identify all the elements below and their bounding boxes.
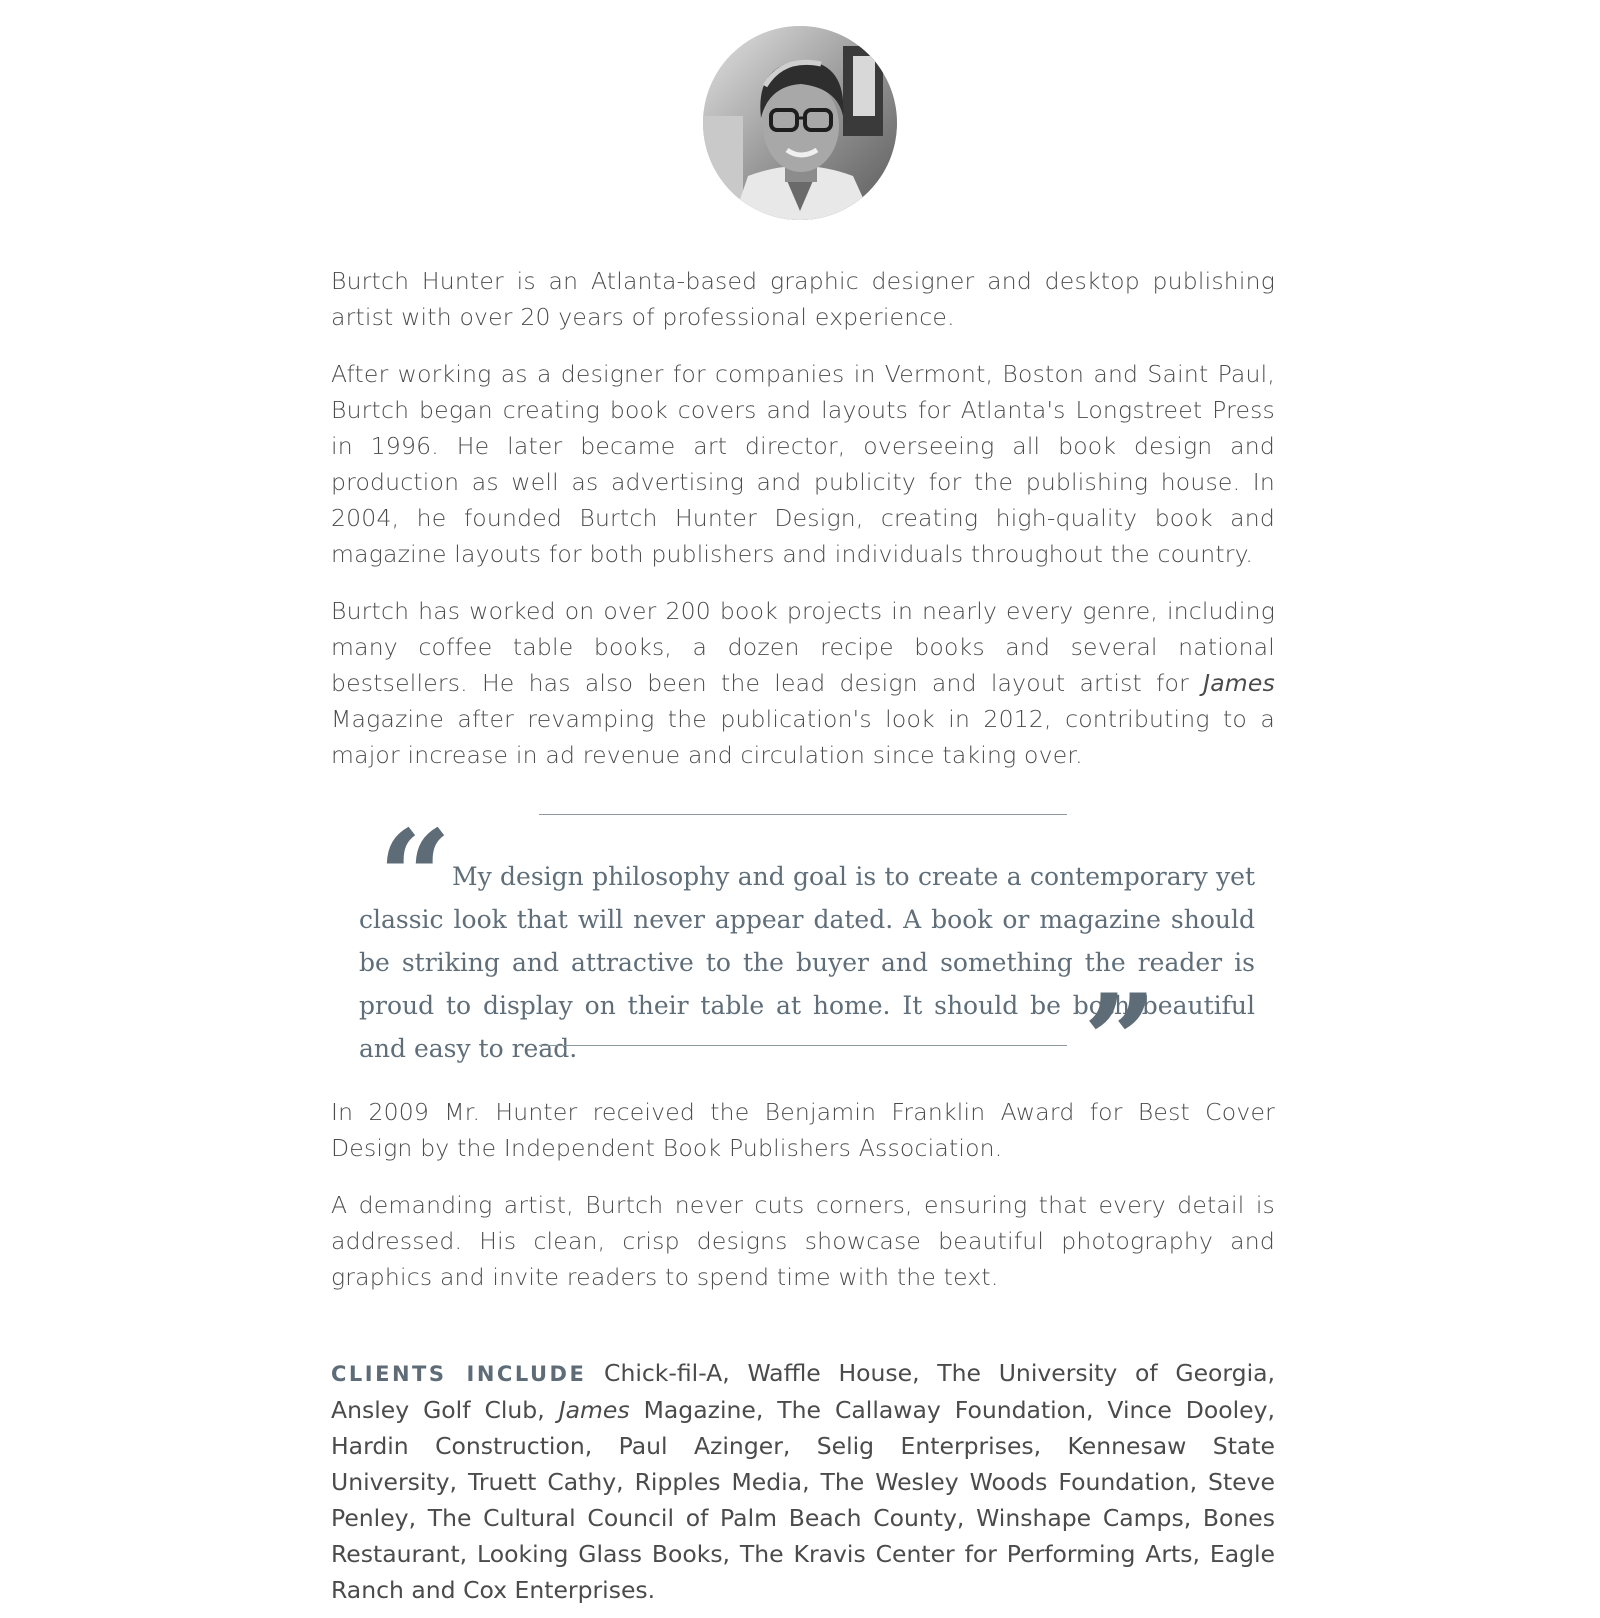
clients-heading: CLIENTS INCLUDE	[331, 1362, 587, 1386]
bio-section-continued	[331, 1094, 1275, 1316]
clients-list	[331, 1355, 1275, 1608]
clients-text-end: Magazine, The Callaway Foundation, Vince Dooley, Hardin Construction, Paul Azinger, Selig Enterprises, Kennesaw State University, Truett Cathy, Ripples Media, The Wesley Woods Foundation, Steve Penley, The Cultural Council of Palm Beach County, Winshape Camps, Bones Restaurant, Looking Glass Books, The Kravis Center for Performing Arts, Eagle Ranch and Cox Enterprises.	[331, 1396, 1275, 1604]
james-magazine-title: James	[1203, 669, 1275, 697]
avatar	[703, 26, 897, 220]
projects-text-start: Burtch has worked on over 200 book projects in nearly every genre, including many coffee table books, a dozen recipe books and several national bestsellers. He has also been the lead design and layout artist for	[331, 597, 1275, 697]
bio-paragraph-intro: Burtch Hunter is an Atlanta-based graphic designer and desktop publishing artist with over 20 years of professional experience.	[331, 267, 1275, 331]
clients-james-magazine: James	[558, 1396, 630, 1424]
bio-section	[331, 263, 1275, 794]
close-quote-icon: ”	[1083, 967, 1157, 1117]
quote-text: My design philosophy and goal is to create a contemporary yet classic look that will never appear dated. A book or magazine should be striking and attractive to the buyer and something the reader is proud to display on their table at home. It should be both beautiful and easy to read.	[359, 862, 1255, 1063]
pull-quote	[331, 803, 1275, 1117]
clients-text-start: Chick-fil-A, Waffle House, The University of Georgia, Ansley Golf Club,	[331, 1359, 1275, 1424]
open-quote-icon: “	[378, 803, 452, 953]
quote-bottom-divider	[539, 1045, 1067, 1046]
bio-paragraph-career: After working as a designer for companies in Vermont, Boston and Saint Paul, Burtch began creating book covers and layouts for Atlanta's Longstreet Press in 1996. He later became art director, overseeing all book design and production as well as advertising and publicity for the publishing house. In 2004, he founded Burtch Hunter Design, creating high-quality book and magazine layouts for both publishers and individuals throughout the country.	[331, 360, 1275, 568]
bio-paragraph-projects	[331, 593, 1275, 773]
projects-text-end: Magazine after revamping the publication's look in 2012, contributing to a major increase in ad revenue and circulation since taking over.	[331, 705, 1275, 769]
bio-paragraph-approach: A demanding artist, Burtch never cuts corners, ensuring that every detail is addressed. His clean, crisp designs showcase beautiful photography and graphics and invite readers to spend time with the text.	[331, 1191, 1275, 1291]
quote-top-divider	[539, 814, 1067, 815]
portrait-photo	[703, 26, 897, 220]
bio-paragraph-award: In 2009 Mr. Hunter received the Benjamin Franklin Award for Best Cover Design by the Independent Book Publishers Association.	[331, 1098, 1275, 1162]
